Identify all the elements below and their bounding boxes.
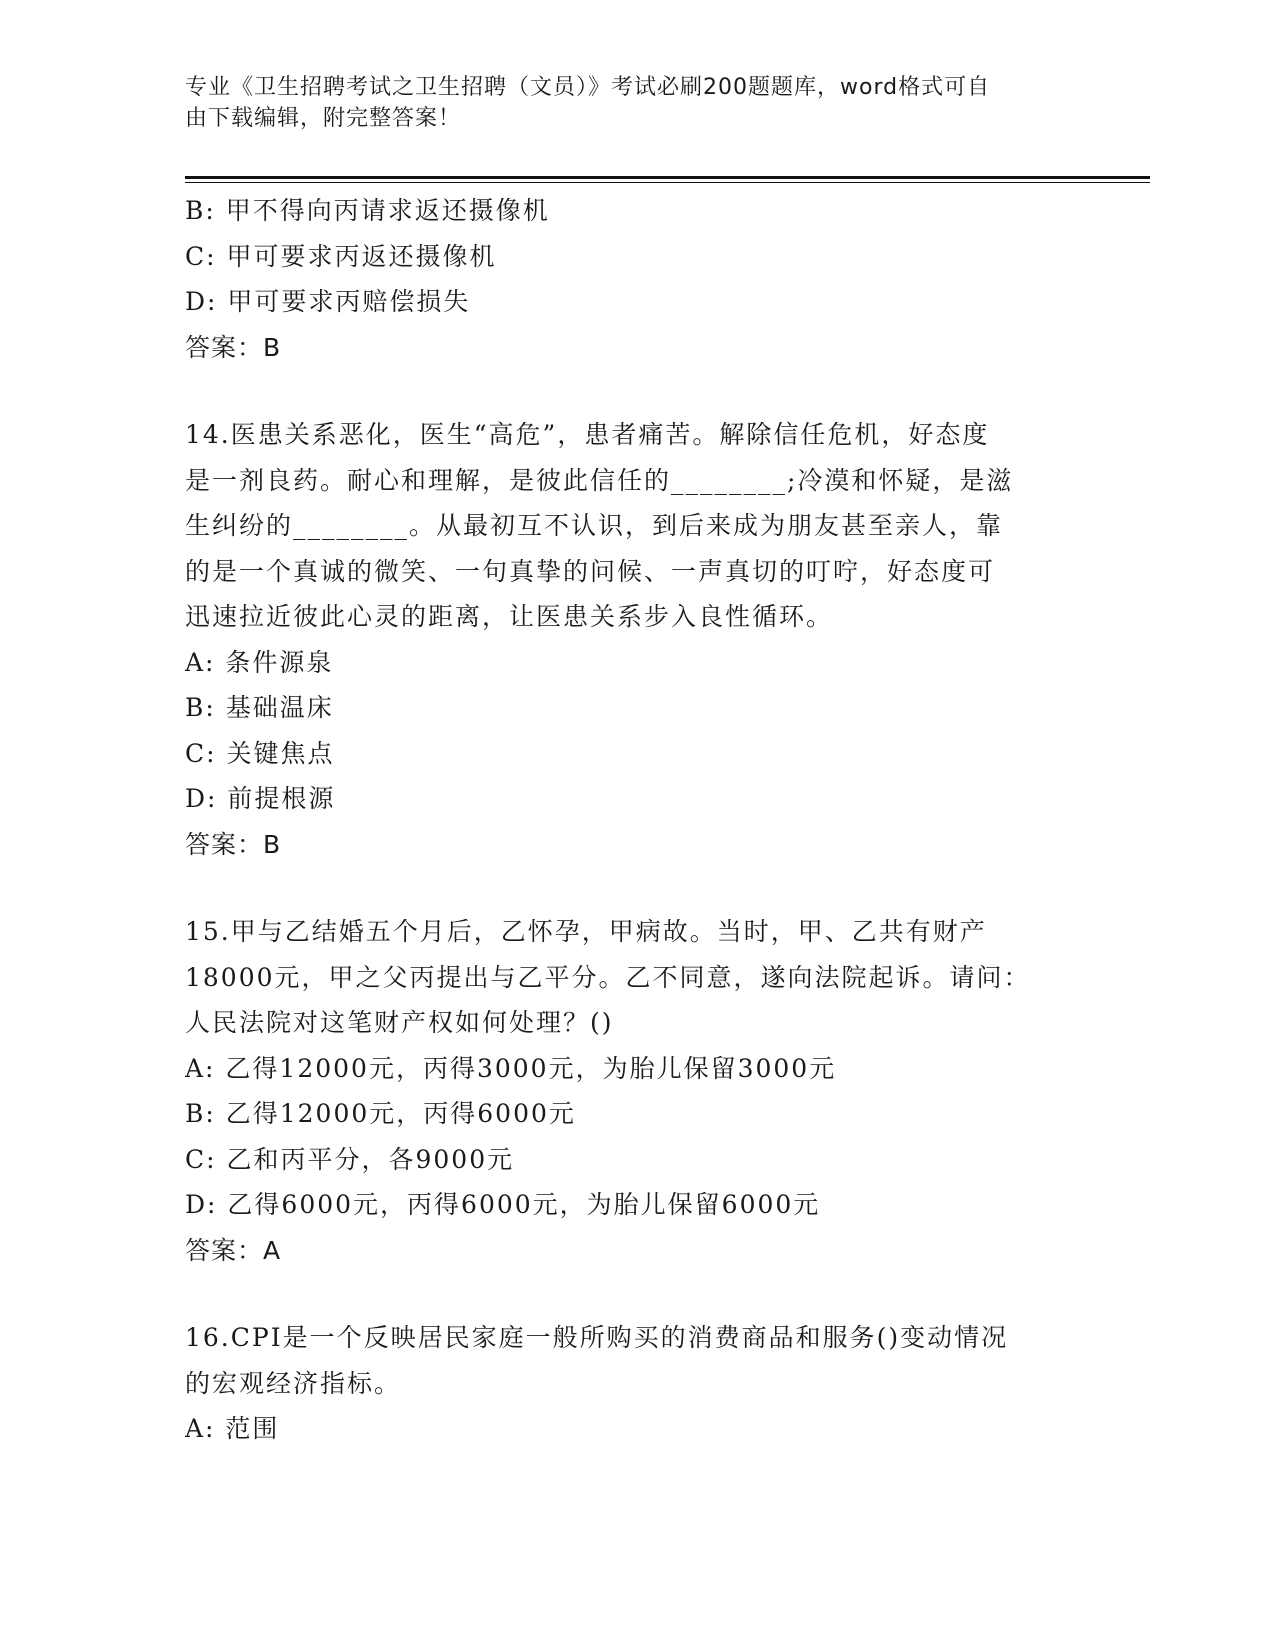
- question-14: [185, 412, 1085, 867]
- question-stem-line: 是一剂良药。耐心和理解，是彼此信任的________;冷漠和怀疑，是滋: [185, 465, 1014, 495]
- option-a: A: 条件源泉: [185, 647, 334, 677]
- answer: 答案：B: [185, 829, 282, 859]
- option-d: D: 前提根源: [185, 784, 336, 813]
- question-stem-line: 14.医患关系恶化，医生“高危”，患者痛苦。解除信任危机，好态度: [185, 420, 990, 449]
- header-line-1: 专业《卫生招聘考试之卫生招聘（文员）》考试必刷200题题库，word格式可自: [185, 75, 991, 100]
- option-b: B: 基础温床: [185, 693, 334, 722]
- option-b: B: 乙得12000元，丙得6000元: [185, 1099, 576, 1128]
- question-stem-line: 的宏观经济指标。: [185, 1368, 402, 1398]
- question-stem-line: 的是一个真诚的微笑、一句真挚的问候、一声真切的叮咛，好态度可: [185, 556, 996, 586]
- question-stem-line: 迅速拉近彼此心灵的距离，让医患关系步入良性循环。: [185, 602, 834, 631]
- question-stem-line: 人民法院对这笔财产权如何处理？(): [185, 1008, 614, 1037]
- question-13-tail: [185, 188, 1085, 370]
- question-16: [185, 1315, 1085, 1452]
- option-d: D: 甲可要求丙赔偿损失: [185, 287, 471, 316]
- header-divider-thin: [185, 182, 1150, 183]
- question-15: [185, 909, 1085, 1273]
- answer: 答案：B: [185, 332, 282, 362]
- option-a: A: 范围: [185, 1414, 280, 1443]
- question-list: [185, 188, 1085, 1452]
- option-c: C: 关键焦点: [185, 738, 335, 768]
- header-line-2: 由下载编辑，附完整答案！: [185, 106, 462, 131]
- question-stem-line: 18000元，甲之父丙提出与乙平分。乙不同意，遂向法院起诉。请问：: [185, 962, 1031, 992]
- document-header: [185, 72, 1065, 134]
- answer: 答案：A: [185, 1235, 282, 1265]
- option-c: C: 乙和丙平分，各9000元: [185, 1144, 515, 1174]
- option-b: B: 甲不得向丙请求返还摄像机: [185, 196, 550, 225]
- header-divider-thick: [185, 176, 1150, 179]
- option-a: A: 乙得12000元，丙得3000元，为胎儿保留3000元: [185, 1053, 837, 1083]
- question-stem-line: 15.甲与乙结婚五个月后，乙怀孕，甲病故。当时，甲、乙共有财产: [185, 917, 987, 946]
- question-stem-line: 16.CPI是一个反映居民家庭一般所购买的消费商品和服务()变动情况: [185, 1323, 1009, 1352]
- option-d: D: 乙得6000元，丙得6000元，为胎儿保留6000元: [185, 1190, 821, 1219]
- option-c: C: 甲可要求丙返还摄像机: [185, 241, 497, 271]
- question-stem-line: 生纠纷的________。从最初互不认识，到后来成为朋友甚至亲人，靠: [185, 511, 1004, 540]
